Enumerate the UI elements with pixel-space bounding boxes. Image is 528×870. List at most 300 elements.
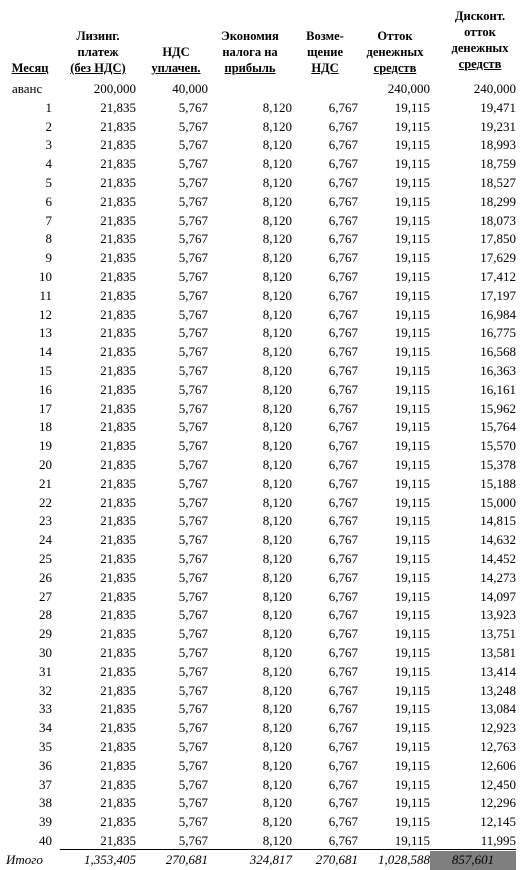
cell-discounted-outflow: 15,378 bbox=[480, 457, 516, 472]
cell-discounted-outflow: 15,188 bbox=[480, 475, 516, 491]
cell-cash-outflow: 19,115 bbox=[394, 457, 430, 472]
cell-month: 34 bbox=[39, 720, 52, 736]
cell-month: 22 bbox=[39, 494, 52, 510]
cell-lease-payment: 21,835 bbox=[100, 588, 136, 604]
header-line: средств bbox=[373, 61, 417, 75]
header-cash-outflow bbox=[358, 28, 432, 76]
cell-vat-paid: 5,767 bbox=[178, 306, 208, 322]
table-row bbox=[0, 99, 528, 118]
cell-vat-paid: 5,767 bbox=[178, 814, 208, 830]
cell-vat-refund: 6,767 bbox=[328, 833, 358, 848]
cell-vat-paid: 5,767 bbox=[178, 363, 208, 378]
cell-month: Итого bbox=[6, 851, 43, 867]
cell-discounted-outflow: 857,601 bbox=[430, 851, 516, 870]
cell-tax-savings: 8,120 bbox=[262, 137, 292, 153]
cell-tax-savings: 8,120 bbox=[262, 269, 292, 284]
cell-discounted-outflow: 15,962 bbox=[480, 400, 516, 416]
cell-lease-payment: 21,835 bbox=[100, 757, 136, 773]
cell-vat-paid: 5,767 bbox=[178, 137, 208, 153]
table-row bbox=[0, 719, 528, 738]
cell-discounted-outflow: 12,923 bbox=[480, 720, 516, 736]
cell-lease-payment: 21,835 bbox=[100, 475, 136, 491]
cell-vat-paid: 5,767 bbox=[178, 795, 208, 811]
cell-vat-paid: 5,767 bbox=[178, 381, 208, 397]
cell-cash-outflow: 19,115 bbox=[394, 438, 430, 454]
header-line: Отток bbox=[377, 29, 413, 43]
table-row bbox=[0, 757, 528, 776]
cell-vat-paid: 5,767 bbox=[178, 833, 208, 848]
cell-month: 17 bbox=[39, 400, 52, 416]
cell-tax-savings: 8,120 bbox=[262, 588, 292, 604]
cell-vat-paid: 5,767 bbox=[178, 400, 208, 416]
cell-discounted-outflow: 18,527 bbox=[480, 175, 516, 190]
cell-lease-payment: 21,835 bbox=[100, 99, 136, 115]
cell-vat-refund: 6,767 bbox=[328, 212, 358, 228]
cell-month: 39 bbox=[39, 814, 52, 830]
cell-discounted-outflow: 17,412 bbox=[480, 269, 516, 284]
table-row bbox=[0, 249, 528, 268]
cell-vat-paid: 5,767 bbox=[178, 551, 208, 566]
cell-discounted-outflow: 18,299 bbox=[480, 193, 516, 209]
cell-tax-savings: 8,120 bbox=[262, 607, 292, 623]
cell-tax-savings: 8,120 bbox=[262, 212, 292, 228]
cell-cash-outflow: 19,115 bbox=[394, 569, 430, 585]
cell-discounted-outflow: 13,248 bbox=[480, 682, 516, 698]
header-line: Возме- bbox=[306, 29, 344, 43]
cell-vat-refund: 6,767 bbox=[328, 344, 358, 360]
header-month-text: Месяц bbox=[11, 61, 49, 75]
cell-vat-paid: 5,767 bbox=[178, 99, 208, 115]
cell-month: 9 bbox=[45, 250, 52, 266]
cell-cash-outflow: 19,115 bbox=[394, 118, 430, 134]
cell-cash-outflow: 19,115 bbox=[394, 156, 430, 172]
cell-cash-outflow: 19,115 bbox=[394, 269, 430, 284]
table-row bbox=[0, 212, 528, 231]
cell-cash-outflow: 19,115 bbox=[394, 400, 430, 416]
cell-lease-payment: 21,835 bbox=[100, 118, 136, 134]
cell-lease-payment: 21,835 bbox=[100, 833, 136, 848]
table-row bbox=[0, 813, 528, 832]
cell-vat-paid: 5,767 bbox=[178, 626, 208, 642]
cell-cash-outflow: 19,115 bbox=[394, 682, 430, 698]
cell-vat-refund: 6,767 bbox=[328, 381, 358, 397]
cell-vat-paid: 5,767 bbox=[178, 682, 208, 698]
cell-vat-refund: 6,767 bbox=[328, 494, 358, 510]
cell-month: 27 bbox=[39, 588, 52, 604]
cell-vat-paid: 5,767 bbox=[178, 569, 208, 585]
cell-discounted-outflow: 16,568 bbox=[480, 344, 516, 360]
cell-tax-savings: 8,120 bbox=[262, 776, 292, 792]
header-line: НДС bbox=[162, 45, 190, 59]
cell-discounted-outflow: 14,632 bbox=[480, 532, 516, 548]
cell-discounted-outflow: 13,923 bbox=[480, 607, 516, 623]
cell-vat-refund: 6,767 bbox=[328, 795, 358, 811]
header-line: Экономия bbox=[221, 29, 279, 43]
cell-discounted-outflow: 13,751 bbox=[480, 626, 516, 642]
header-line: уплачен. bbox=[151, 61, 201, 75]
cell-tax-savings: 8,120 bbox=[262, 419, 292, 435]
cell-month: 2 bbox=[45, 118, 52, 134]
cell-lease-payment: 21,835 bbox=[100, 250, 136, 266]
cell-vat-refund: 6,767 bbox=[328, 363, 358, 378]
cell-cash-outflow: 19,115 bbox=[394, 287, 430, 303]
cell-tax-savings: 8,120 bbox=[262, 325, 292, 341]
cell-discounted-outflow: 12,145 bbox=[480, 814, 516, 830]
cell-month: 21 bbox=[39, 475, 52, 491]
table-row bbox=[0, 80, 528, 99]
cell-lease-payment: 21,835 bbox=[100, 344, 136, 360]
cell-lease-payment: 21,835 bbox=[100, 156, 136, 172]
cell-discounted-outflow: 12,606 bbox=[480, 757, 516, 773]
cell-vat-paid: 270,681 bbox=[165, 851, 208, 867]
header-vat-refund bbox=[294, 28, 356, 76]
cell-vat-paid: 5,767 bbox=[178, 457, 208, 472]
cell-vat-paid: 5,767 bbox=[178, 532, 208, 548]
cell-discounted-outflow: 16,363 bbox=[480, 363, 516, 378]
cell-cash-outflow: 19,115 bbox=[394, 494, 430, 510]
table-row bbox=[0, 700, 528, 719]
cell-tax-savings: 8,120 bbox=[262, 682, 292, 698]
cell-tax-savings: 8,120 bbox=[262, 363, 292, 378]
total-separator-line bbox=[60, 849, 516, 850]
cell-month: 28 bbox=[39, 607, 52, 623]
cell-tax-savings: 8,120 bbox=[262, 250, 292, 266]
cell-tax-savings: 8,120 bbox=[262, 118, 292, 134]
header-line: Лизинг. bbox=[76, 29, 120, 43]
table-row bbox=[0, 851, 528, 870]
cell-cash-outflow: 19,115 bbox=[394, 344, 430, 360]
table-row bbox=[0, 494, 528, 513]
cell-tax-savings: 8,120 bbox=[262, 99, 292, 115]
cell-discounted-outflow: 11,995 bbox=[480, 833, 516, 848]
cell-vat-paid: 5,767 bbox=[178, 344, 208, 360]
cell-cash-outflow: 19,115 bbox=[394, 551, 430, 566]
cell-lease-payment: 21,835 bbox=[100, 701, 136, 717]
cell-discounted-outflow: 16,984 bbox=[480, 306, 516, 322]
cell-discounted-outflow: 12,296 bbox=[480, 795, 516, 811]
cell-vat-paid: 5,767 bbox=[178, 475, 208, 491]
cell-discounted-outflow: 16,161 bbox=[480, 381, 516, 397]
cell-tax-savings: 8,120 bbox=[262, 701, 292, 717]
cell-vat-refund: 6,767 bbox=[328, 269, 358, 284]
cell-vat-paid: 5,767 bbox=[178, 739, 208, 754]
cell-month: 3 bbox=[45, 137, 52, 153]
cell-cash-outflow: 19,115 bbox=[394, 701, 430, 717]
cell-vat-paid: 5,767 bbox=[178, 607, 208, 623]
cell-cash-outflow: 19,115 bbox=[394, 250, 430, 266]
cell-vat-refund: 6,767 bbox=[328, 701, 358, 717]
cell-lease-payment: 21,835 bbox=[100, 494, 136, 510]
cell-month: 11 bbox=[39, 287, 52, 303]
cell-cash-outflow: 19,115 bbox=[394, 833, 430, 848]
cell-tax-savings: 8,120 bbox=[262, 193, 292, 209]
cell-lease-payment: 21,835 bbox=[100, 607, 136, 623]
cell-month: 25 bbox=[39, 551, 52, 566]
cell-cash-outflow: 19,115 bbox=[394, 776, 430, 792]
cell-lease-payment: 21,835 bbox=[100, 739, 136, 754]
cell-lease-payment: 21,835 bbox=[100, 626, 136, 642]
cell-lease-payment: 21,835 bbox=[100, 438, 136, 454]
cell-month: 10 bbox=[39, 269, 52, 284]
cell-cash-outflow: 19,115 bbox=[394, 475, 430, 491]
cell-tax-savings: 8,120 bbox=[262, 757, 292, 773]
cell-tax-savings: 8,120 bbox=[262, 306, 292, 322]
header-month bbox=[4, 60, 56, 76]
cell-discounted-outflow: 13,581 bbox=[480, 645, 516, 660]
cell-discounted-outflow: 12,763 bbox=[480, 739, 516, 754]
cell-vat-paid: 5,767 bbox=[178, 156, 208, 172]
table-row bbox=[0, 287, 528, 306]
cell-cash-outflow: 19,115 bbox=[394, 588, 430, 604]
cell-vat-paid: 5,767 bbox=[178, 212, 208, 228]
cell-month: 5 bbox=[45, 175, 52, 190]
cell-discounted-outflow: 13,084 bbox=[480, 701, 516, 717]
table-row bbox=[0, 400, 528, 419]
cell-vat-paid: 5,767 bbox=[178, 325, 208, 341]
cell-month: 8 bbox=[45, 231, 52, 247]
header-line: (без НДС) bbox=[70, 61, 126, 75]
table-row bbox=[0, 475, 528, 494]
cell-lease-payment: 21,835 bbox=[100, 795, 136, 811]
cell-vat-paid: 5,767 bbox=[178, 438, 208, 454]
cell-vat-refund: 6,767 bbox=[328, 250, 358, 266]
table-row bbox=[0, 343, 528, 362]
cell-month: 15 bbox=[39, 363, 52, 378]
cell-cash-outflow: 19,115 bbox=[394, 795, 430, 811]
cell-cash-outflow: 19,115 bbox=[394, 645, 430, 660]
table-row bbox=[0, 306, 528, 325]
cell-tax-savings: 8,120 bbox=[262, 720, 292, 736]
table-row bbox=[0, 174, 528, 193]
header-line: НДС bbox=[311, 61, 339, 75]
table-row bbox=[0, 644, 528, 663]
cell-vat-paid: 5,767 bbox=[178, 588, 208, 604]
table-row bbox=[0, 193, 528, 212]
cell-lease-payment: 21,835 bbox=[100, 645, 136, 660]
cell-cash-outflow: 19,115 bbox=[394, 663, 430, 679]
cell-lease-payment: 21,835 bbox=[100, 457, 136, 472]
cell-month: 32 bbox=[39, 682, 52, 698]
table-row bbox=[0, 437, 528, 456]
header-lease-payment bbox=[58, 28, 138, 76]
cell-vat-paid: 5,767 bbox=[178, 757, 208, 773]
cell-lease-payment: 1,353,405 bbox=[84, 851, 136, 867]
cell-month: аванс bbox=[12, 81, 43, 96]
cell-cash-outflow: 19,115 bbox=[394, 193, 430, 209]
table-row bbox=[0, 118, 528, 137]
cell-cash-outflow: 19,115 bbox=[394, 212, 430, 228]
cell-vat-paid: 5,767 bbox=[178, 720, 208, 736]
cell-month: 16 bbox=[39, 381, 52, 397]
cell-vat-refund: 6,767 bbox=[328, 607, 358, 623]
cell-lease-payment: 21,835 bbox=[100, 175, 136, 190]
cell-vat-paid: 5,767 bbox=[178, 118, 208, 134]
cell-tax-savings: 8,120 bbox=[262, 739, 292, 754]
cell-lease-payment: 21,835 bbox=[100, 193, 136, 209]
cell-vat-paid: 5,767 bbox=[178, 419, 208, 435]
table-row bbox=[0, 625, 528, 644]
cell-discounted-outflow: 18,993 bbox=[480, 137, 516, 153]
cell-month: 33 bbox=[39, 701, 52, 717]
header-line: отток bbox=[464, 25, 496, 39]
cell-month: 1 bbox=[45, 99, 52, 115]
cell-vat-refund: 6,767 bbox=[328, 99, 358, 115]
cell-vat-paid: 5,767 bbox=[178, 250, 208, 266]
cell-vat-refund: 6,767 bbox=[328, 757, 358, 773]
cell-tax-savings: 8,120 bbox=[262, 833, 292, 848]
cell-month: 19 bbox=[39, 438, 52, 454]
cell-cash-outflow: 19,115 bbox=[394, 626, 430, 642]
cell-month: 36 bbox=[39, 757, 52, 773]
cell-vat-refund: 6,767 bbox=[328, 287, 358, 303]
header-line: налога на bbox=[222, 45, 278, 59]
cell-lease-payment: 21,835 bbox=[100, 231, 136, 247]
table-row bbox=[0, 531, 528, 550]
cell-vat-refund: 6,767 bbox=[328, 626, 358, 642]
cell-discounted-outflow: 17,850 bbox=[480, 231, 516, 247]
cell-vat-refund: 6,767 bbox=[328, 513, 358, 529]
cell-discounted-outflow: 14,273 bbox=[480, 569, 516, 585]
cell-lease-payment: 21,835 bbox=[100, 513, 136, 529]
cell-month: 23 bbox=[39, 513, 52, 529]
cell-lease-payment: 21,835 bbox=[100, 569, 136, 585]
cell-month: 6 bbox=[45, 193, 52, 209]
cell-month: 18 bbox=[39, 419, 52, 435]
cell-tax-savings: 8,120 bbox=[262, 569, 292, 585]
cell-lease-payment: 21,835 bbox=[100, 269, 136, 284]
cell-tax-savings: 8,120 bbox=[262, 663, 292, 679]
cell-discounted-outflow: 15,000 bbox=[480, 494, 516, 510]
cell-vat-paid: 5,767 bbox=[178, 175, 208, 190]
cell-month: 26 bbox=[39, 569, 52, 585]
cell-tax-savings: 8,120 bbox=[262, 645, 292, 660]
cell-vat-refund: 6,767 bbox=[328, 814, 358, 830]
cell-discounted-outflow: 14,815 bbox=[480, 513, 516, 529]
cell-vat-refund: 6,767 bbox=[328, 682, 358, 698]
cell-vat-paid: 5,767 bbox=[178, 494, 208, 510]
cell-vat-refund: 6,767 bbox=[328, 118, 358, 134]
cell-lease-payment: 21,835 bbox=[100, 363, 136, 378]
header-line: прибыль bbox=[224, 61, 276, 75]
cell-vat-paid: 5,767 bbox=[178, 231, 208, 247]
cell-vat-refund: 6,767 bbox=[328, 588, 358, 604]
cell-month: 35 bbox=[39, 739, 52, 754]
cell-tax-savings: 8,120 bbox=[262, 287, 292, 303]
cell-lease-payment: 21,835 bbox=[100, 287, 136, 303]
table-row bbox=[0, 569, 528, 588]
cell-tax-savings: 8,120 bbox=[262, 438, 292, 454]
cell-discounted-outflow: 15,570 bbox=[480, 438, 516, 454]
cell-cash-outflow: 19,115 bbox=[394, 607, 430, 623]
table-row bbox=[0, 588, 528, 607]
cell-lease-payment: 21,835 bbox=[100, 400, 136, 416]
cell-cash-outflow: 19,115 bbox=[394, 231, 430, 247]
cell-vat-refund: 6,767 bbox=[328, 457, 358, 472]
cell-vat-refund: 6,767 bbox=[328, 720, 358, 736]
cell-month: 40 bbox=[39, 833, 52, 848]
cell-vat-paid: 5,767 bbox=[178, 193, 208, 209]
cell-cash-outflow: 19,115 bbox=[394, 757, 430, 773]
cell-vat-refund: 6,767 bbox=[328, 739, 358, 754]
cell-discounted-outflow: 18,073 bbox=[480, 212, 516, 228]
cell-vat-paid: 5,767 bbox=[178, 269, 208, 284]
cell-tax-savings: 8,120 bbox=[262, 814, 292, 830]
table-row bbox=[0, 268, 528, 287]
cell-cash-outflow: 1,028,588 bbox=[378, 851, 430, 867]
cell-cash-outflow: 19,115 bbox=[394, 137, 430, 153]
cell-cash-outflow: 19,115 bbox=[394, 381, 430, 397]
cell-discounted-outflow: 15,764 bbox=[480, 419, 516, 435]
table-row bbox=[0, 550, 528, 569]
table-row bbox=[0, 381, 528, 400]
table-row bbox=[0, 136, 528, 155]
cell-cash-outflow: 19,115 bbox=[394, 513, 430, 529]
cell-lease-payment: 21,835 bbox=[100, 814, 136, 830]
cell-lease-payment: 21,835 bbox=[100, 137, 136, 153]
cell-cash-outflow: 240,000 bbox=[387, 81, 430, 96]
cell-discounted-outflow: 13,414 bbox=[480, 663, 516, 679]
cell-vat-refund: 6,767 bbox=[328, 551, 358, 566]
cell-tax-savings: 8,120 bbox=[262, 231, 292, 247]
cell-tax-savings: 8,120 bbox=[262, 175, 292, 190]
cell-tax-savings: 8,120 bbox=[262, 156, 292, 172]
cell-cash-outflow: 19,115 bbox=[394, 419, 430, 435]
cell-month: 4 bbox=[45, 156, 52, 172]
cell-month: 12 bbox=[39, 306, 52, 322]
cell-vat-refund: 6,767 bbox=[328, 231, 358, 247]
cell-tax-savings: 8,120 bbox=[262, 513, 292, 529]
cell-cash-outflow: 19,115 bbox=[394, 325, 430, 341]
cell-tax-savings: 8,120 bbox=[262, 626, 292, 642]
cell-vat-paid: 5,767 bbox=[178, 776, 208, 792]
cell-lease-payment: 21,835 bbox=[100, 663, 136, 679]
cell-tax-savings: 8,120 bbox=[262, 494, 292, 510]
cell-vat-paid: 40,000 bbox=[172, 81, 208, 96]
table-row bbox=[0, 512, 528, 531]
cell-vat-paid: 5,767 bbox=[178, 663, 208, 679]
cell-cash-outflow: 19,115 bbox=[394, 306, 430, 322]
cell-cash-outflow: 19,115 bbox=[394, 99, 430, 115]
header-vat-paid bbox=[140, 44, 212, 76]
cell-vat-paid: 5,767 bbox=[178, 701, 208, 717]
cell-discounted-outflow: 12,450 bbox=[480, 776, 516, 792]
cell-vat-refund: 6,767 bbox=[328, 663, 358, 679]
cell-vat-paid: 5,767 bbox=[178, 513, 208, 529]
cell-month: 24 bbox=[39, 532, 52, 548]
cell-cash-outflow: 19,115 bbox=[394, 814, 430, 830]
cell-vat-refund: 6,767 bbox=[328, 419, 358, 435]
header-line: платеж bbox=[77, 45, 119, 59]
cell-month: 37 bbox=[39, 776, 52, 792]
table-row bbox=[0, 738, 528, 757]
cell-tax-savings: 8,120 bbox=[262, 551, 292, 566]
cell-vat-refund: 6,767 bbox=[328, 569, 358, 585]
table-row bbox=[0, 606, 528, 625]
cell-cash-outflow: 19,115 bbox=[394, 739, 430, 754]
header-line: щение bbox=[306, 45, 344, 59]
cell-vat-refund: 6,767 bbox=[328, 137, 358, 153]
cell-vat-refund: 6,767 bbox=[328, 193, 358, 209]
cell-vat-refund: 6,767 bbox=[328, 776, 358, 792]
table-row bbox=[0, 362, 528, 381]
cell-lease-payment: 21,835 bbox=[100, 212, 136, 228]
table-row bbox=[0, 324, 528, 343]
cell-tax-savings: 8,120 bbox=[262, 344, 292, 360]
cell-tax-savings: 8,120 bbox=[262, 457, 292, 472]
cell-tax-savings: 8,120 bbox=[262, 400, 292, 416]
cell-tax-savings: 8,120 bbox=[262, 795, 292, 811]
cell-tax-savings: 324,817 bbox=[249, 851, 292, 867]
